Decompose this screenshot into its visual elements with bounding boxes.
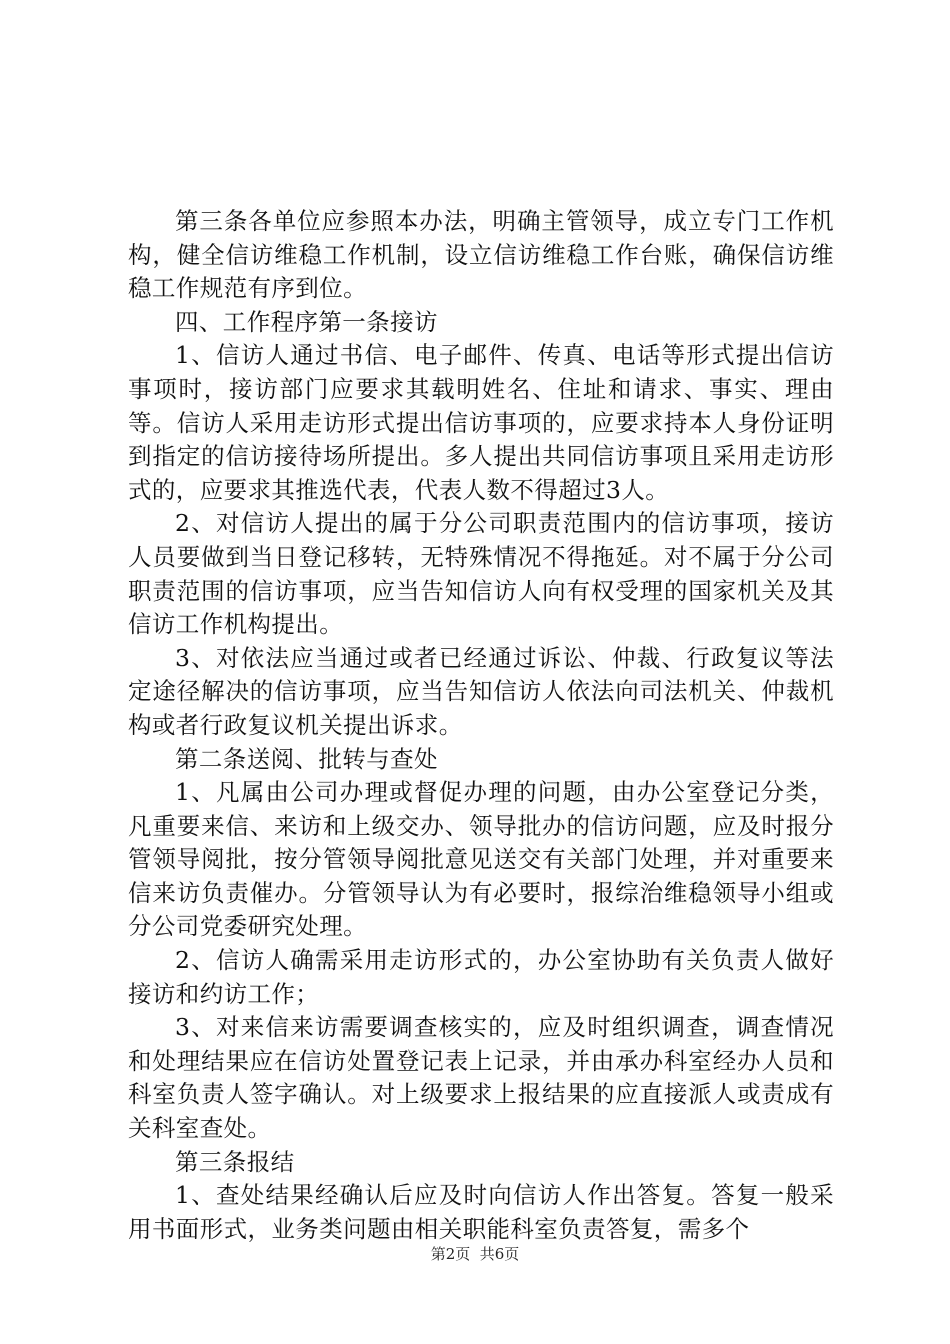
paragraph: 2、信访人确需采用走访形式的，办公室协助有关负责人做好接访和约访工作；	[128, 946, 834, 1008]
section-heading: 第三条报结	[175, 1147, 295, 1176]
document-body	[128, 205, 834, 1246]
section-heading: 第二条送阅、批转与查处	[175, 744, 438, 773]
paragraph: 1、查处结果经确认后应及时向信访人作出答复。答复一般采用书面形式，业务类问题由相关职能科室负责答复，需多个	[128, 1181, 834, 1243]
paragraph: 第三条各单位应参照本办法，明确主管领导，成立专门工作机构，健全信访维稳工作机制，设立信访维稳工作台账，确保信访维稳工作规范有序到位。	[128, 207, 834, 303]
page-number: 第2页 共6页	[430, 1245, 520, 1263]
paragraph: 2、对信访人提出的属于分公司职责范围内的信访事项，接访人员要做到当日登记移转，无特殊情况不得拖延。对不属于分公司职责范围的信访事项，应当告知信访人向有权受理的国家机关及其信访工作机构提出。	[128, 509, 834, 639]
paragraph: 3、对来信来访需要调查核实的，应及时组织调查，调查情况和处理结果应在信访处置登记表上记录，并由承办科室经办人员和科室负责人签字确认。对上级要求上报结果的应直接派人或责成有关科室查处。	[128, 1013, 834, 1143]
paragraph: 3、对依法应当通过或者已经通过诉讼、仲裁、行政复议等法定途径解决的信访事项，应当告知信访人依法向司法机关、仲裁机构或者行政复议机关提出诉求。	[128, 643, 834, 739]
page-footer	[0, 1243, 950, 1264]
paragraph: 1、信访人通过书信、电子邮件、传真、电话等形式提出信访事项时，接访部门应要求其载明姓名、住址和请求、事实、理由等。信访人采用走访形式提出信访事项的，应要求持本人身份证明到指定的信访接待场所提出。多人提出共同信访事项且采用走访形式的，应要求其推选代表，代表人数不得超过3人。	[128, 341, 834, 504]
paragraph: 1、凡属由公司办理或督促办理的问题，由办公室登记分类，凡重要来信、来访和上级交办、领导批办的信访问题，应及时报分管领导阅批，按分管领导阅批意见送交有关部门处理，并对重要来信来访负责催办。分管领导认为有必要时，报综治维稳领导小组或分公司党委研究处理。	[128, 778, 834, 941]
section-heading: 四、工作程序第一条接访	[175, 307, 438, 336]
